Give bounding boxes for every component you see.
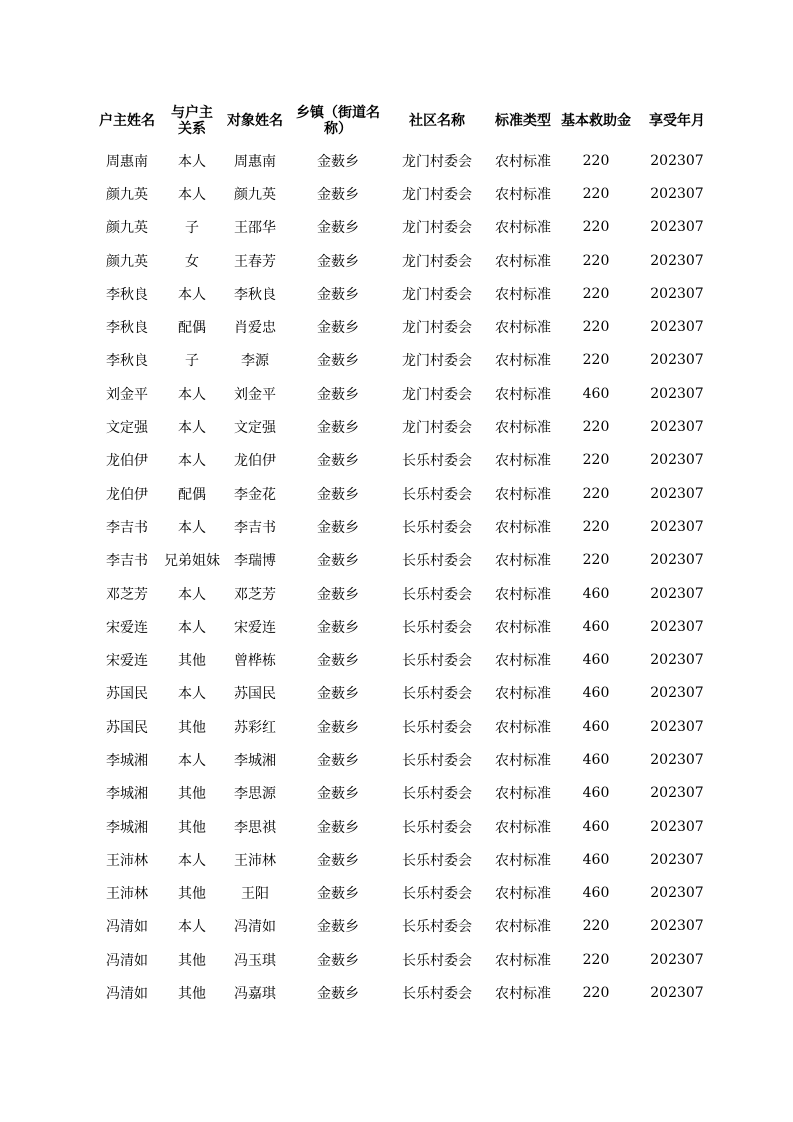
table-row — [92, 877, 722, 910]
cell-community: 龙门村委会 — [402, 220, 472, 237]
cell-standard-type: 农村标准 — [495, 619, 551, 636]
cell-standard-type: 农村标准 — [495, 852, 551, 869]
cell-period: 202307 — [650, 785, 704, 802]
cell-standard-type: 农村标准 — [495, 286, 551, 303]
table-row — [92, 144, 722, 177]
cell-recipient-name: 冯嘉琪 — [234, 986, 276, 1003]
cell-township: 金薮乡 — [317, 320, 359, 337]
table-row — [92, 510, 722, 543]
cell-relation: 其他 — [178, 952, 206, 969]
cell-standard-type: 农村标准 — [495, 586, 551, 603]
cell-township: 金薮乡 — [317, 153, 359, 170]
cell-relation: 配偶 — [178, 486, 206, 503]
cell-township: 金薮乡 — [317, 486, 359, 503]
cell-householder-name: 冯清如 — [106, 919, 148, 936]
cell-community: 龙门村委会 — [402, 420, 472, 437]
cell-householder-name: 王沛林 — [106, 886, 148, 903]
cell-community: 长乐村委会 — [402, 852, 472, 869]
cell-standard-type: 农村标准 — [495, 919, 551, 936]
cell-community: 长乐村委会 — [402, 553, 472, 570]
cell-period: 202307 — [650, 951, 704, 968]
cell-relation: 其他 — [178, 986, 206, 1003]
cell-basic-aid: 460 — [582, 785, 610, 802]
table-row — [92, 743, 722, 776]
cell-community: 龙门村委会 — [402, 253, 472, 270]
cell-standard-type: 农村标准 — [495, 320, 551, 337]
cell-standard-type: 农村标准 — [495, 719, 551, 736]
table-row — [92, 976, 722, 1009]
cell-basic-aid: 220 — [582, 485, 610, 502]
header-township-text: 乡镇（街道名称） — [296, 105, 380, 137]
cell-community: 龙门村委会 — [402, 186, 472, 203]
cell-basic-aid: 460 — [582, 385, 610, 402]
cell-standard-type: 农村标准 — [495, 886, 551, 903]
cell-recipient-name: 李城湘 — [234, 752, 276, 769]
cell-standard-type: 农村标准 — [495, 353, 551, 370]
table-row — [92, 777, 722, 810]
cell-householder-name: 周惠南 — [106, 153, 148, 170]
cell-period: 202307 — [650, 518, 704, 535]
cell-relation: 本人 — [178, 453, 206, 470]
cell-householder-name: 李城湘 — [106, 786, 148, 803]
cell-community: 长乐村委会 — [402, 786, 472, 803]
cell-relation: 本人 — [178, 186, 206, 203]
table-row — [92, 610, 722, 643]
cell-standard-type: 农村标准 — [495, 553, 551, 570]
cell-township: 金薮乡 — [317, 852, 359, 869]
cell-relation: 本人 — [178, 153, 206, 170]
cell-householder-name: 刘金平 — [106, 386, 148, 403]
cell-standard-type: 农村标准 — [495, 453, 551, 470]
cell-householder-name: 李城湘 — [106, 752, 148, 769]
cell-householder-name: 宋爱连 — [106, 619, 148, 636]
cell-basic-aid: 460 — [582, 885, 610, 902]
cell-community: 长乐村委会 — [402, 519, 472, 536]
cell-basic-aid: 220 — [582, 452, 610, 469]
cell-community: 龙门村委会 — [402, 386, 472, 403]
cell-basic-aid: 220 — [582, 352, 610, 369]
cell-township: 金薮乡 — [317, 220, 359, 237]
cell-township: 金薮乡 — [317, 386, 359, 403]
cell-recipient-name: 冯玉琪 — [234, 952, 276, 969]
cell-period: 202307 — [650, 485, 704, 502]
cell-community: 龙门村委会 — [402, 320, 472, 337]
cell-community: 龙门村委会 — [402, 153, 472, 170]
table-row — [92, 843, 722, 876]
cell-township: 金薮乡 — [317, 819, 359, 836]
cell-community: 长乐村委会 — [402, 886, 472, 903]
table-row — [92, 310, 722, 343]
cell-township: 金薮乡 — [317, 619, 359, 636]
table-row — [92, 710, 722, 743]
cell-relation: 女 — [185, 253, 199, 270]
cell-householder-name: 冯清如 — [106, 952, 148, 969]
cell-period: 202307 — [650, 552, 704, 569]
cell-period: 202307 — [650, 185, 704, 202]
cell-householder-name: 冯清如 — [106, 986, 148, 1003]
cell-householder-name: 李吉书 — [106, 553, 148, 570]
cell-basic-aid: 220 — [582, 985, 610, 1002]
cell-community: 龙门村委会 — [402, 286, 472, 303]
cell-basic-aid: 220 — [582, 152, 610, 169]
cell-township: 金薮乡 — [317, 420, 359, 437]
cell-community: 长乐村委会 — [402, 453, 472, 470]
cell-township: 金薮乡 — [317, 286, 359, 303]
cell-basic-aid: 220 — [582, 518, 610, 535]
cell-standard-type: 农村标准 — [495, 752, 551, 769]
cell-township: 金薮乡 — [317, 353, 359, 370]
cell-householder-name: 李秋良 — [106, 353, 148, 370]
cell-recipient-name: 王阳 — [241, 886, 269, 903]
table-row — [92, 211, 722, 244]
cell-township: 金薮乡 — [317, 686, 359, 703]
cell-basic-aid: 460 — [582, 818, 610, 835]
cell-relation: 本人 — [178, 619, 206, 636]
header-township — [288, 98, 388, 144]
table-row — [92, 943, 722, 976]
table-row — [92, 444, 722, 477]
cell-community: 长乐村委会 — [402, 686, 472, 703]
header-recipient-name: 对象姓名 — [227, 113, 283, 129]
cell-recipient-name: 李瑞博 — [234, 553, 276, 570]
cell-township: 金薮乡 — [317, 586, 359, 603]
cell-community: 长乐村委会 — [402, 919, 472, 936]
cell-standard-type: 农村标准 — [495, 253, 551, 270]
cell-basic-aid: 460 — [582, 585, 610, 602]
roster-body — [92, 144, 722, 1010]
cell-recipient-name: 王春芳 — [234, 253, 276, 270]
cell-period: 202307 — [650, 152, 704, 169]
cell-period: 202307 — [650, 652, 704, 669]
cell-standard-type: 农村标准 — [495, 819, 551, 836]
cell-householder-name: 龙伯伊 — [106, 486, 148, 503]
table-row — [92, 910, 722, 943]
cell-recipient-name: 李秋良 — [234, 286, 276, 303]
cell-period: 202307 — [650, 319, 704, 336]
cell-township: 金薮乡 — [317, 719, 359, 736]
cell-basic-aid: 220 — [582, 319, 610, 336]
cell-standard-type: 农村标准 — [495, 653, 551, 670]
assistance-roster-table — [92, 98, 722, 1010]
cell-township: 金薮乡 — [317, 786, 359, 803]
cell-householder-name: 李城湘 — [106, 819, 148, 836]
cell-relation: 本人 — [178, 386, 206, 403]
cell-recipient-name: 刘金平 — [234, 386, 276, 403]
cell-period: 202307 — [650, 452, 704, 469]
cell-relation: 其他 — [178, 786, 206, 803]
cell-recipient-name: 邓芝芳 — [234, 586, 276, 603]
cell-basic-aid: 460 — [582, 685, 610, 702]
cell-period: 202307 — [650, 585, 704, 602]
cell-recipient-name: 王沛林 — [234, 852, 276, 869]
cell-relation: 其他 — [178, 653, 206, 670]
cell-recipient-name: 肖爱忠 — [234, 320, 276, 337]
cell-period: 202307 — [650, 352, 704, 369]
cell-recipient-name: 曾桦栋 — [234, 653, 276, 670]
table-row — [92, 810, 722, 843]
cell-community: 长乐村委会 — [402, 486, 472, 503]
cell-township: 金薮乡 — [317, 253, 359, 270]
cell-householder-name: 邓芝芳 — [106, 586, 148, 603]
cell-householder-name: 宋爱连 — [106, 653, 148, 670]
header-householder-name: 户主姓名 — [99, 113, 155, 129]
cell-recipient-name: 颜九英 — [234, 186, 276, 203]
cell-period: 202307 — [650, 918, 704, 935]
cell-relation: 本人 — [178, 852, 206, 869]
cell-relation: 本人 — [178, 519, 206, 536]
cell-relation: 配偶 — [178, 320, 206, 337]
cell-standard-type: 农村标准 — [495, 153, 551, 170]
cell-householder-name: 李秋良 — [106, 320, 148, 337]
cell-township: 金薮乡 — [317, 752, 359, 769]
header-basic-aid: 基本救助金 — [561, 113, 631, 129]
cell-period: 202307 — [650, 385, 704, 402]
cell-period: 202307 — [650, 818, 704, 835]
header-relation-text: 与户主关系 — [171, 105, 213, 137]
cell-township: 金薮乡 — [317, 952, 359, 969]
table-row — [92, 577, 722, 610]
cell-standard-type: 农村标准 — [495, 952, 551, 969]
cell-recipient-name: 周惠南 — [234, 153, 276, 170]
cell-period: 202307 — [650, 252, 704, 269]
cell-township: 金薮乡 — [317, 986, 359, 1003]
table-row — [92, 477, 722, 510]
table-row — [92, 677, 722, 710]
cell-period: 202307 — [650, 685, 704, 702]
cell-basic-aid: 220 — [582, 419, 610, 436]
cell-period: 202307 — [650, 285, 704, 302]
cell-standard-type: 农村标准 — [495, 519, 551, 536]
cell-standard-type: 农村标准 — [495, 486, 551, 503]
cell-basic-aid: 460 — [582, 618, 610, 635]
cell-recipient-name: 苏彩红 — [234, 719, 276, 736]
cell-householder-name: 王沛林 — [106, 852, 148, 869]
header-community: 社区名称 — [409, 113, 465, 129]
cell-community: 长乐村委会 — [402, 719, 472, 736]
cell-recipient-name: 李思祺 — [234, 819, 276, 836]
cell-relation: 本人 — [178, 752, 206, 769]
cell-standard-type: 农村标准 — [495, 186, 551, 203]
cell-community: 长乐村委会 — [402, 819, 472, 836]
cell-relation: 其他 — [178, 886, 206, 903]
cell-standard-type: 农村标准 — [495, 786, 551, 803]
cell-basic-aid: 460 — [582, 751, 610, 768]
table-row — [92, 544, 722, 577]
cell-recipient-name: 李金花 — [234, 486, 276, 503]
cell-recipient-name: 苏国民 — [234, 686, 276, 703]
header-row — [92, 98, 722, 144]
cell-period: 202307 — [650, 618, 704, 635]
cell-community: 长乐村委会 — [402, 653, 472, 670]
cell-community: 长乐村委会 — [402, 586, 472, 603]
cell-period: 202307 — [650, 718, 704, 735]
cell-recipient-name: 李吉书 — [234, 519, 276, 536]
cell-basic-aid: 220 — [582, 918, 610, 935]
cell-householder-name: 李秋良 — [106, 286, 148, 303]
cell-township: 金薮乡 — [317, 519, 359, 536]
table-row — [92, 244, 722, 277]
table-row — [92, 643, 722, 676]
header-relation — [162, 98, 222, 144]
cell-basic-aid: 220 — [582, 951, 610, 968]
cell-relation: 兄弟姐妹 — [164, 553, 220, 570]
cell-householder-name: 文定强 — [106, 420, 148, 437]
cell-period: 202307 — [650, 419, 704, 436]
cell-standard-type: 农村标准 — [495, 386, 551, 403]
cell-relation: 本人 — [178, 686, 206, 703]
cell-householder-name: 龙伯伊 — [106, 453, 148, 470]
header-period: 享受年月 — [649, 113, 705, 129]
cell-householder-name: 李吉书 — [106, 519, 148, 536]
cell-householder-name: 颜九英 — [106, 186, 148, 203]
cell-basic-aid: 220 — [582, 219, 610, 236]
cell-recipient-name: 王邵华 — [234, 220, 276, 237]
cell-period: 202307 — [650, 885, 704, 902]
table-row — [92, 410, 722, 443]
cell-basic-aid: 220 — [582, 185, 610, 202]
table-row — [92, 377, 722, 410]
cell-period: 202307 — [650, 751, 704, 768]
cell-relation: 本人 — [178, 420, 206, 437]
header-standard-type: 标准类型 — [495, 113, 551, 129]
cell-township: 金薮乡 — [317, 553, 359, 570]
cell-relation: 本人 — [178, 286, 206, 303]
cell-recipient-name: 李源 — [241, 353, 269, 370]
cell-period: 202307 — [650, 851, 704, 868]
cell-basic-aid: 220 — [582, 552, 610, 569]
table-row — [92, 344, 722, 377]
table-row — [92, 277, 722, 310]
cell-relation: 其他 — [178, 819, 206, 836]
cell-period: 202307 — [650, 219, 704, 236]
cell-township: 金薮乡 — [317, 919, 359, 936]
cell-relation: 子 — [185, 353, 199, 370]
cell-recipient-name: 李思源 — [234, 786, 276, 803]
cell-community: 长乐村委会 — [402, 986, 472, 1003]
cell-recipient-name: 龙伯伊 — [234, 453, 276, 470]
cell-standard-type: 农村标准 — [495, 420, 551, 437]
cell-householder-name: 苏国民 — [106, 719, 148, 736]
cell-relation: 其他 — [178, 719, 206, 736]
cell-householder-name: 颜九英 — [106, 253, 148, 270]
cell-community: 长乐村委会 — [402, 752, 472, 769]
cell-basic-aid: 460 — [582, 652, 610, 669]
cell-standard-type: 农村标准 — [495, 986, 551, 1003]
cell-relation: 子 — [185, 220, 199, 237]
cell-township: 金薮乡 — [317, 453, 359, 470]
cell-recipient-name: 冯清如 — [234, 919, 276, 936]
cell-standard-type: 农村标准 — [495, 686, 551, 703]
cell-householder-name: 颜九英 — [106, 220, 148, 237]
cell-township: 金薮乡 — [317, 653, 359, 670]
cell-basic-aid: 220 — [582, 252, 610, 269]
table-row — [92, 177, 722, 210]
cell-householder-name: 苏国民 — [106, 686, 148, 703]
cell-community: 长乐村委会 — [402, 619, 472, 636]
cell-relation: 本人 — [178, 586, 206, 603]
cell-basic-aid: 460 — [582, 851, 610, 868]
cell-basic-aid: 220 — [582, 285, 610, 302]
cell-recipient-name: 文定强 — [234, 420, 276, 437]
cell-standard-type: 农村标准 — [495, 220, 551, 237]
cell-basic-aid: 460 — [582, 718, 610, 735]
cell-township: 金薮乡 — [317, 886, 359, 903]
cell-township: 金薮乡 — [317, 186, 359, 203]
cell-relation: 本人 — [178, 919, 206, 936]
cell-recipient-name: 宋爱连 — [234, 619, 276, 636]
cell-period: 202307 — [650, 985, 704, 1002]
cell-community: 龙门村委会 — [402, 353, 472, 370]
cell-community: 长乐村委会 — [402, 952, 472, 969]
